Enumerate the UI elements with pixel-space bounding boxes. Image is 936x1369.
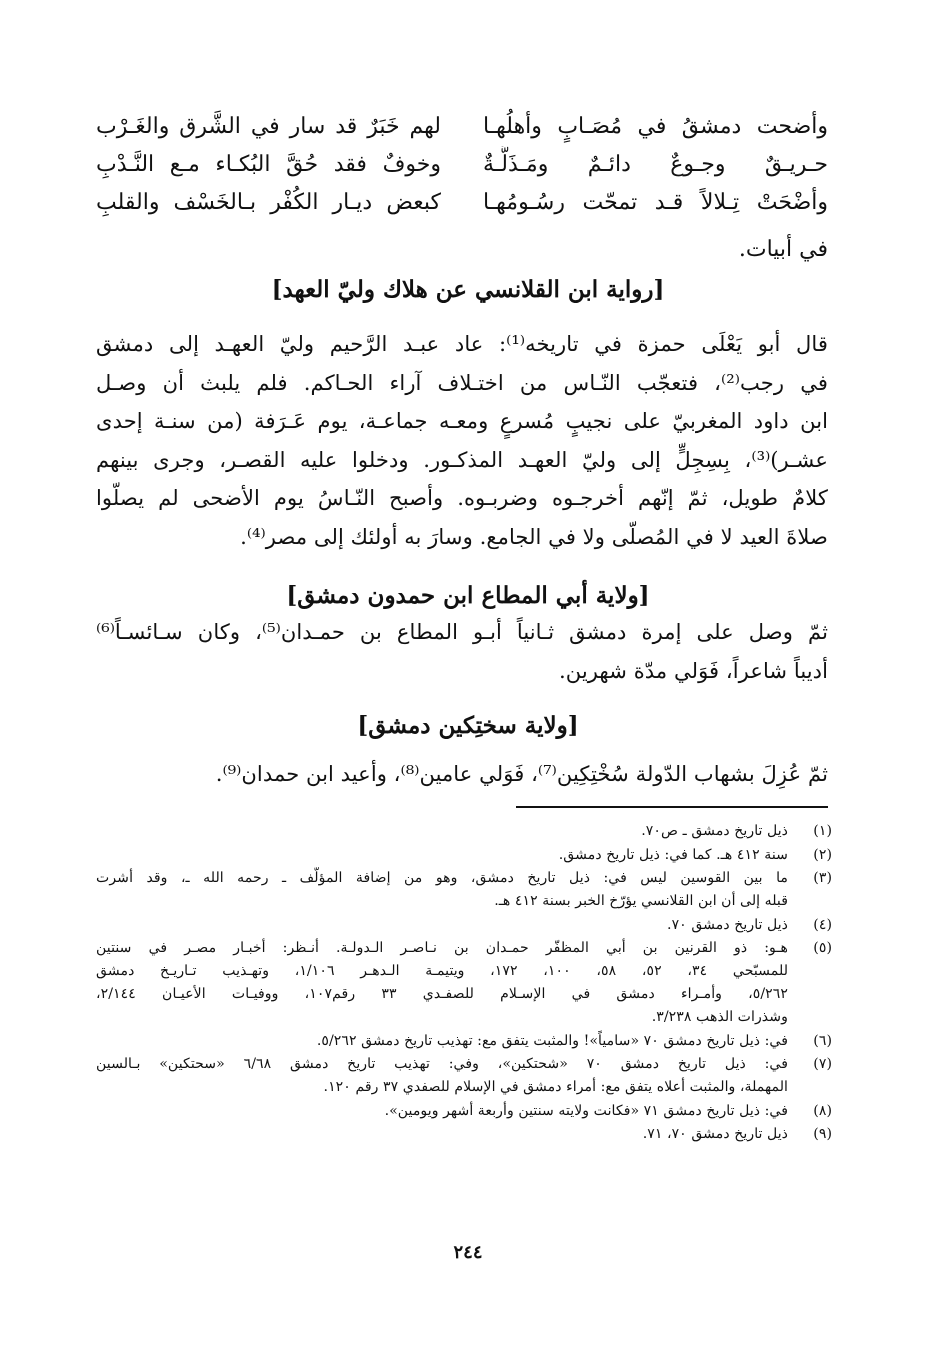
- poem-hemistich-left: لهم خَبَرٌ قد سار في الشَّرق والغَـرْب: [96, 114, 441, 139]
- footnote-line: ذيل تاريخ دمشق ـ ص٧٠.: [641, 823, 788, 839]
- poem-hemistich-right: وأضحت دمشقُ في مُصَـابٍ وأهلُهـا: [483, 114, 828, 139]
- paragraph-line: ابن داود المغربيّ على نجيبٍ مُسرعٍ ومعـه جماعـة، يوم عَـرَفة (من سنـة إحدى: [96, 408, 828, 433]
- footnote-number: (٦): [813, 1032, 832, 1049]
- footnotes: [96, 820, 832, 1147]
- footnote: [96, 1030, 832, 1053]
- footnote-line: في: ذيل تاريخ دمشق ٧٠ «سامياً»! والمثبت يتفق مع: تهذيب تاريخ دمشق ٥/٢٦٢.: [316, 1032, 788, 1049]
- footnote: [96, 1100, 832, 1123]
- footnote-line: في: ذيل تاريخ دمشق ٧١ «فكانت ولايته سنتين وأربعة أشهر ويومين».: [384, 1102, 788, 1119]
- footnote-line: ما بين القوسين ليس في: ذيل تاريخ دمشق، وهو من إضافة المؤلّف ـ رحمه الله ـ، وقد أشرت: [96, 870, 788, 886]
- poem-tail: في أبيات.: [738, 237, 828, 262]
- footnote: [96, 1123, 832, 1146]
- footnote-line: وشذرات الذهب ٣/٢٣٨.: [651, 1009, 788, 1025]
- footnote-number: (٩): [813, 1126, 832, 1142]
- footnote-line: هـو: ذو القرنين بن أبي المظفّر حمـدان بن نـاصـر الـدولـة. أنـظر: أخبـار مصـر في سنتين: [96, 940, 788, 956]
- poem-hemistich-right: حـريـقٌ وجـوعٌ دائـمٌ ومَـذَلَّـةٌ: [483, 152, 828, 177]
- poem-hemistich-left: وخوفٌ فقد حُقَّ البُكـاء مـع النَّـدْبِ: [96, 152, 441, 177]
- paragraph-line: ثمّ عُزِلَ بشهاب الدّولة سُخْتِكِين⁽⁷⁾، فَوَلي عامين⁽⁸⁾، وأعيد ابن حمدان⁽⁹⁾.: [215, 761, 828, 786]
- section-heading: [رواية ابن القلانسي عن هلاك وليّ العهد]: [271, 276, 665, 303]
- footnote-number: (٢): [813, 846, 832, 863]
- poem-line: [96, 146, 828, 184]
- footnote-line: للمسبّحي ٣٤، ٥٢، ٥٨، ١٠٠، ١٧٢، ويتيمـة الـدهـر ١/١٠٦، وتهـذيب تـاريـخ دمشق: [96, 963, 788, 979]
- footnote-number: (٥): [813, 940, 832, 956]
- footnote: [96, 937, 832, 1029]
- footnote-line: ذيل تاريخ دمشق ٧٠.: [667, 916, 788, 933]
- paragraph-line: كلامٌ طويل، ثمّ إنّهم أخرجـوه وضربـوه. وأصبح النّـاسُ يوم الأضحى لم يصلّوا: [96, 485, 828, 510]
- paragraph-line: ثمّ وصل على إمرة دمشق ثـانياً أبـو المطاع بن حمـدان⁽⁵⁾، وكان سـائسـاً⁽⁶⁾: [96, 619, 828, 644]
- paragraph-line: في رجب⁽²⁾، فتعجّب النّـاس من اختـلاف آراء الحـاكم. فلم يلبث أن وصـل: [96, 369, 828, 395]
- footnote-number: (٨): [813, 1102, 832, 1119]
- section-heading: [ولاية سختِكين دمشق]: [357, 712, 579, 739]
- footnote: [96, 844, 832, 867]
- footnote-line: قبله إلى أن ابن القلانسي يؤرّخ الخبر بسنة ٤١٢ هـ.: [494, 893, 788, 909]
- poem-hemistich-left: كبعض ديـار الكُفْر بـالخَسْف والقلبِ: [96, 190, 441, 215]
- footnote-number: (٣): [813, 870, 832, 886]
- paragraph-line: عشـر)⁽³⁾، بِسِجِلٍّ إلى وليّ العهـد المذكـور. ودخلوا عليه القصـر، وجرى بينهم: [96, 446, 828, 472]
- footnote: [96, 914, 832, 937]
- footnote-line: سنة ٤١٢ هـ. كما في: ذيل تاريخ دمشق.: [558, 846, 788, 863]
- poem-line: [96, 184, 828, 222]
- footnote: [96, 820, 832, 843]
- page-number: ٢٤٤: [453, 1242, 483, 1263]
- poem-hemistich-right: وأضْحَتْ تِـلالاً قـد تمحّت رسُـومُهـا: [483, 190, 828, 215]
- paragraph-line: قال أبو يَعْلَى حمزة في تاريخه⁽¹⁾: عاد عبـد الرَّحيم وليّ العهـد إلى دمشق: [96, 331, 828, 356]
- paragraph-line: أديباً شاعراً، فَوَلي مدّة شهرين.: [558, 657, 828, 683]
- footnote-separator: [516, 806, 828, 808]
- footnote-line: ذيل تاريخ دمشق ٧٠، ٧١.: [642, 1126, 788, 1142]
- footnote-line: في: ذيل تاريخ دمشق ٧٠ «شحتكين»، وفي: تهذيب تاريخ دمشق ٦/٦٨ «سحتكين» بـالسين: [96, 1056, 788, 1072]
- footnote: [96, 1053, 832, 1099]
- footnote: [96, 867, 832, 913]
- section-paragraph: [96, 755, 828, 794]
- poem-line: [96, 108, 828, 146]
- section-paragraph: [96, 325, 828, 556]
- footnote-line: ٥/٢٦٢، وأمـراء دمشق في الإسـلام للصفـدي ٣٣ رقم١٠٧، ووفيـات الأعيـان ٢/١٤٤،: [96, 986, 788, 1002]
- footnote-number: (١): [813, 823, 832, 839]
- footnote-line: المهملة، والمثبت أعلاه يتفق مع: أمراء دمشق في الإسلام للصفدي ٣٧ رقم ١٢٠.: [323, 1079, 788, 1095]
- section-heading: [ولاية أبي المطاع ابن حمدون دمشق]: [286, 582, 650, 609]
- footnote-number: (٧): [813, 1056, 832, 1072]
- paragraph-line: صلاةَ العيد لا في المُصلّى ولا في الجامع. وسارَ به أولئك إلى مصر⁽⁴⁾.: [240, 523, 828, 549]
- footnote-number: (٤): [813, 916, 832, 933]
- section-paragraph: [96, 613, 828, 690]
- poem: [96, 108, 828, 222]
